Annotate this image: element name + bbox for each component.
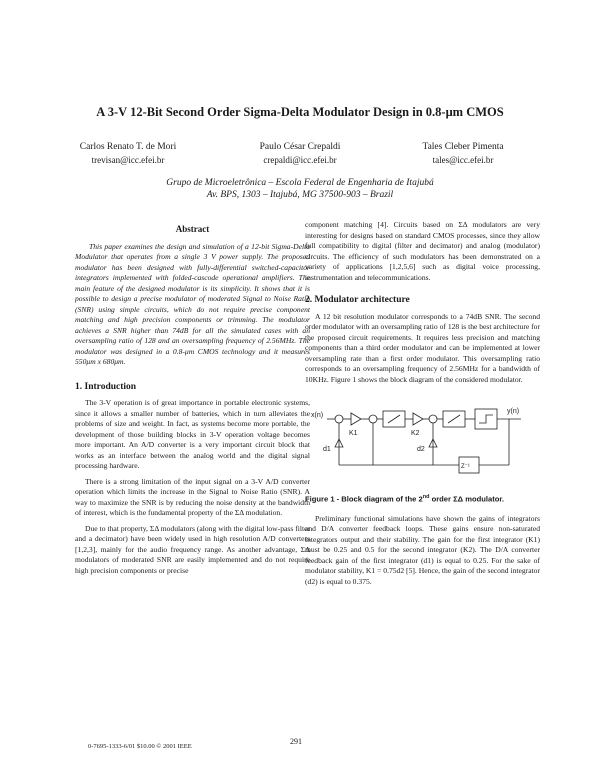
left-column bbox=[75, 222, 310, 581]
affiliation-line-1: Grupo de Microeletrônica – Escola Federal de Engenharia de Itajubá bbox=[166, 178, 434, 188]
abstract-heading: Abstract bbox=[175, 224, 210, 234]
paragraph: Preliminary functional simulations have shown the gains of integrators and D/A converter feedback loops. These gains ensure non-saturated integrators output and their stability. The gain for the first integrator (K1) must be 0.25 and 0.5 for the second integrator (K2). The D/A converter feedback gain of the first integrator (d1) is equal to 0.25. For the sake of modulator stability, K1 = 0.75d2 [5]. Hence, the gain of the second integrator (d2) is equal to 0.375. bbox=[305, 513, 540, 586]
author-name: Tales Cleber Pimenta bbox=[422, 142, 504, 152]
block-diagram bbox=[309, 391, 531, 486]
caption-prefix: Figure 1 - Block diagram of the 2 bbox=[305, 494, 423, 504]
input-label: x(n) bbox=[311, 412, 324, 419]
affiliation bbox=[0, 177, 600, 201]
gain-k1-triangle bbox=[351, 413, 361, 425]
block-diagram-figure bbox=[309, 391, 531, 486]
section-heading-introduction: 1. Introduction bbox=[75, 381, 137, 392]
summing-node-2 bbox=[369, 415, 377, 423]
paragraph: The 3-V operation is of great importance in portable electronic systems, since it allows a smaller number of batteries, which in turn alleviates the problems of size and weight. In fact, as systems become more portable, the development of those building blocks in 3-V operation voltage becomes more important. An A/D converter is a very important circuit block that works as an interface between the analog world and the digital signal processing hardware. bbox=[75, 398, 310, 470]
caption-superscript: nd bbox=[422, 494, 430, 500]
gain-k2-triangle bbox=[413, 413, 423, 425]
paper-title: A 3-V 12-Bit Second Order Sigma-Delta Modulator Design in 0.8-μm CMOS bbox=[96, 105, 504, 119]
caption-suffix: order ΣΔ modulator. bbox=[429, 494, 505, 504]
paragraph: component matching [4]. Circuits based on ΣΔ modulators are very interesting for designs based on standard CMOS processes, since they allow full compatibility to digital (filter and decimator) and analog (modulator) circuits. The efficiency of such modulators has been demonstrated on a variety of applications [1,2,5,6] such as digital voice processing, instrumentation and telecommunications. bbox=[305, 220, 540, 282]
author-2 bbox=[220, 141, 380, 167]
author-email: trevisan@icc.efei.br bbox=[91, 155, 165, 165]
paragraph: A 12 bit resolution modulator corresponds to a 74dB SNR. The second order modulator with an oversampling ratio of 128 is the best architecture for the proposed circuit requirements. It requires less precision and matching components than a third order modulator and can be implemented at lower oversampling rate than a first order modulator. This oversampling ratio corresponds to an oversampling frequency of 2.56MHz for a bandwidth of 10KHz. Figure 1 shows the block diagram of the considered modulator. bbox=[305, 311, 540, 384]
feedback-d1-label: d1 bbox=[323, 446, 331, 453]
paragraph: There is a strong limitation of the input signal on a 3-V A/D converter operation which limits the increase in the Signal to Noise Ratio (SNR). A way to maximize the SNR is by reducing the noise density at the bandwidth of interest, which is the fundamental property of the ΣΔ modulation. bbox=[75, 476, 310, 517]
summing-node-1 bbox=[335, 415, 343, 423]
delay-label: Z⁻¹ bbox=[461, 464, 470, 470]
author-email: tales@icc.efei.br bbox=[432, 155, 494, 165]
figure-caption bbox=[305, 492, 540, 505]
author-name: Carlos Renato T. de Mori bbox=[79, 142, 177, 152]
author-email: crepaldi@icc.efei.br bbox=[263, 155, 337, 165]
right-column bbox=[305, 220, 540, 592]
affiliation-line-2: Av. BPS, 1303 – Itajubá, MG 37500-903 – Brazil bbox=[206, 190, 394, 200]
page-number: 291 bbox=[290, 737, 302, 746]
summing-node-3 bbox=[429, 415, 437, 423]
author-3 bbox=[383, 141, 543, 167]
gain-k2-label: K2 bbox=[411, 430, 420, 437]
output-label: y(n) bbox=[507, 408, 520, 415]
feedback-d2-label: d2 bbox=[417, 446, 425, 453]
author-name: Paulo César Crepaldi bbox=[259, 142, 341, 152]
gain-k1-label: K1 bbox=[349, 430, 358, 437]
paragraph: Due to that property, ΣΔ modulators (along with the digital low-pass filter and a decimator) have been widely used in high resolution A/D converters [1,2,3], mainly for the audio frequency range. As another advantage, ΣΔ modulators of moderated SNR are easily implemented and do not require high precision components or precise bbox=[75, 523, 310, 575]
abstract-text: This paper examines the design and simulation of a 12-bit Sigma-Delta Modulator that operates from a single 3 V power supply. The proposed modulator has been designed with fully-differential switched-capacitor integrators implemented with folded-cascode operational amplifiers. The main feature of the designed modulator is its simplicity. It shows that it is possible to design a precise modulator of moderated Signal to Noise Ratio (SNR) using simple circuits, which do not require precise component matching and high precision components or trimming. The modulator achieves a SNR higher than 74dB for all the simulated cases with an oversampling ratio of 128 and an oversampling frequency of 2.56MHz. The modulator was designed in a 0.8-μm CMOS technology and it measures 550μm x 680μm. bbox=[75, 241, 310, 366]
section-heading-architecture: 2. Modulator architecture bbox=[305, 295, 410, 305]
copyright-line: 0-7695-1333-6/01 $10.00 © 2001 IEEE bbox=[88, 743, 192, 750]
author-1 bbox=[48, 141, 208, 167]
